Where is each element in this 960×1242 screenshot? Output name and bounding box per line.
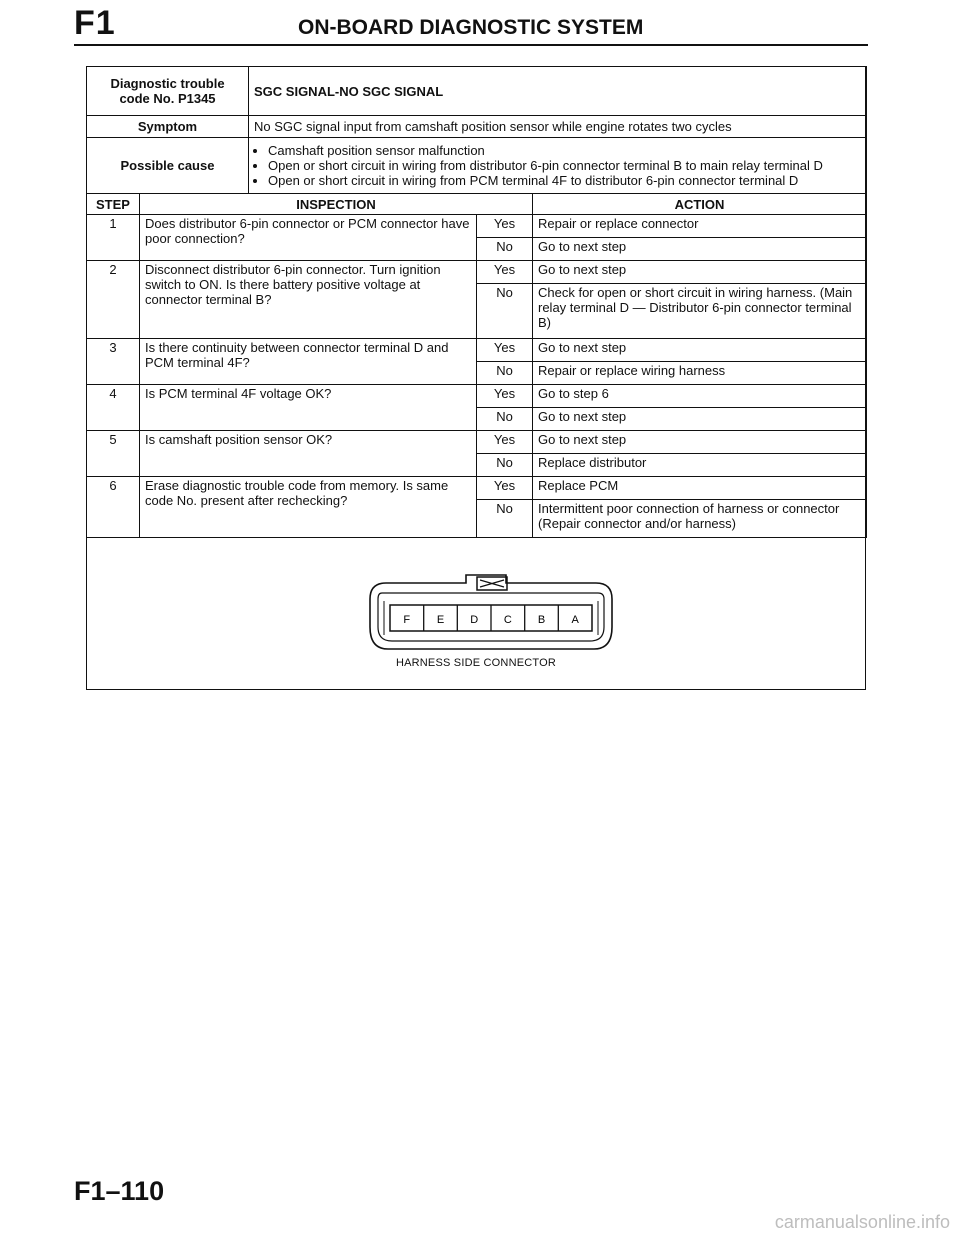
yes-action: Repair or replace connector [533,215,867,238]
cause-row [87,138,867,194]
step-inspection: Is there continuity between connector terminal D and PCM terminal 4F? [140,339,477,385]
no-action: Go to next step [533,408,867,431]
cause-item: • Camshaft position sensor malfunction [268,143,861,158]
no-label: No [477,238,533,261]
step-number: 5 [87,431,140,477]
symptom-value: No SGC signal input from camshaft position sensor while engine rotates two cycles [249,116,867,138]
terminal-label: C [503,614,512,626]
no-action: Repair or replace wiring harness [533,362,867,385]
cause-item: • Open or short circuit in wiring from PCM terminal 4F to distributor 6-pin connector terminal D [268,173,861,188]
step-inspection: Erase diagnostic trouble code from memory. Is same code No. present after rechecking? [140,477,477,538]
table-row [87,215,867,238]
step-number: 4 [87,385,140,431]
cause-label: Possible cause [87,138,249,194]
no-action: Intermittent poor connection of harness or connector (Repair connector and/or harness) [533,500,867,538]
dtc-value: SGC SIGNAL-NO SGC SIGNAL [249,67,867,116]
page-number: F1–110 [74,1176,165,1206]
table-row [87,339,867,362]
terminal-label: F [403,614,411,626]
step-number: 1 [87,215,140,261]
cause-list [254,143,861,188]
terminal-label: E [436,614,445,626]
step-inspection: Does distributor 6-pin connector or PCM connector have poor connection? [140,215,477,261]
symptom-label: Symptom [87,116,249,138]
dtc-label [87,67,249,116]
lock-tab-mark [480,580,504,587]
header-rule [74,44,868,46]
dtc-row [87,67,867,116]
header-inspection: INSPECTION [140,194,533,215]
cause-item: • Open or short circuit in wiring from distributor 6-pin connector terminal B to main relay terminal D [268,158,861,173]
step-inspection: Disconnect distributor 6-pin connector. Turn ignition switch to ON. Is there battery positive voltage at connector terminal B? [140,261,477,339]
page-title: ON-BOARD DIAGNOSTIC SYSTEM [298,16,644,39]
table-row [87,477,867,500]
step-inspection: Is camshaft position sensor OK? [140,431,477,477]
harness-connector-diagram [86,547,866,690]
no-label: No [477,500,533,538]
table-row [87,431,867,454]
terminal-row [390,605,592,631]
yes-action: Replace PCM [533,477,867,500]
steps-header-row [87,194,867,215]
no-action: Check for open or short circuit in wiring harness. (Main relay terminal D — Distributor 6-pin connector terminal B) [533,284,867,339]
watermark: carmanualsonline.info [774,1212,950,1232]
no-action: Replace distributor [533,454,867,477]
terminal-label: B [537,614,546,626]
step-number: 6 [87,477,140,538]
dtc-label-line1: Diagnostic trouble [110,76,225,91]
yes-action: Go to step 6 [533,385,867,408]
table-row [87,261,867,284]
page-header [74,6,868,46]
cause-list-cell [249,138,867,194]
step-inspection: Is PCM terminal 4F voltage OK? [140,385,477,431]
table-row [87,385,867,408]
terminal-label: A [571,614,579,626]
no-label: No [477,362,533,385]
dtc-label-line2: code No. P1345 [119,91,216,106]
yes-action: Go to next step [533,339,867,362]
troubleshooting-steps-table [86,193,867,538]
yes-label: Yes [477,477,533,500]
dtc-info-table [86,66,867,194]
step-number: 2 [87,261,140,339]
connector-drawing [86,547,866,657]
step-number: 3 [87,339,140,385]
header-action: ACTION [533,194,867,215]
diagram-caption: HARNESS SIDE CONNECTOR [395,657,557,669]
terminal-label: D [470,614,479,626]
yes-label: Yes [477,339,533,362]
symptom-row [87,116,867,138]
no-label: No [477,408,533,431]
section-code: F1 [74,4,116,42]
no-label: No [477,284,533,339]
yes-label: Yes [477,261,533,284]
yes-action: Go to next step [533,431,867,454]
no-label: No [477,454,533,477]
yes-action: Go to next step [533,261,867,284]
no-action: Go to next step [533,238,867,261]
yes-label: Yes [477,215,533,238]
yes-label: Yes [477,431,533,454]
header-step: STEP [87,194,140,215]
yes-label: Yes [477,385,533,408]
